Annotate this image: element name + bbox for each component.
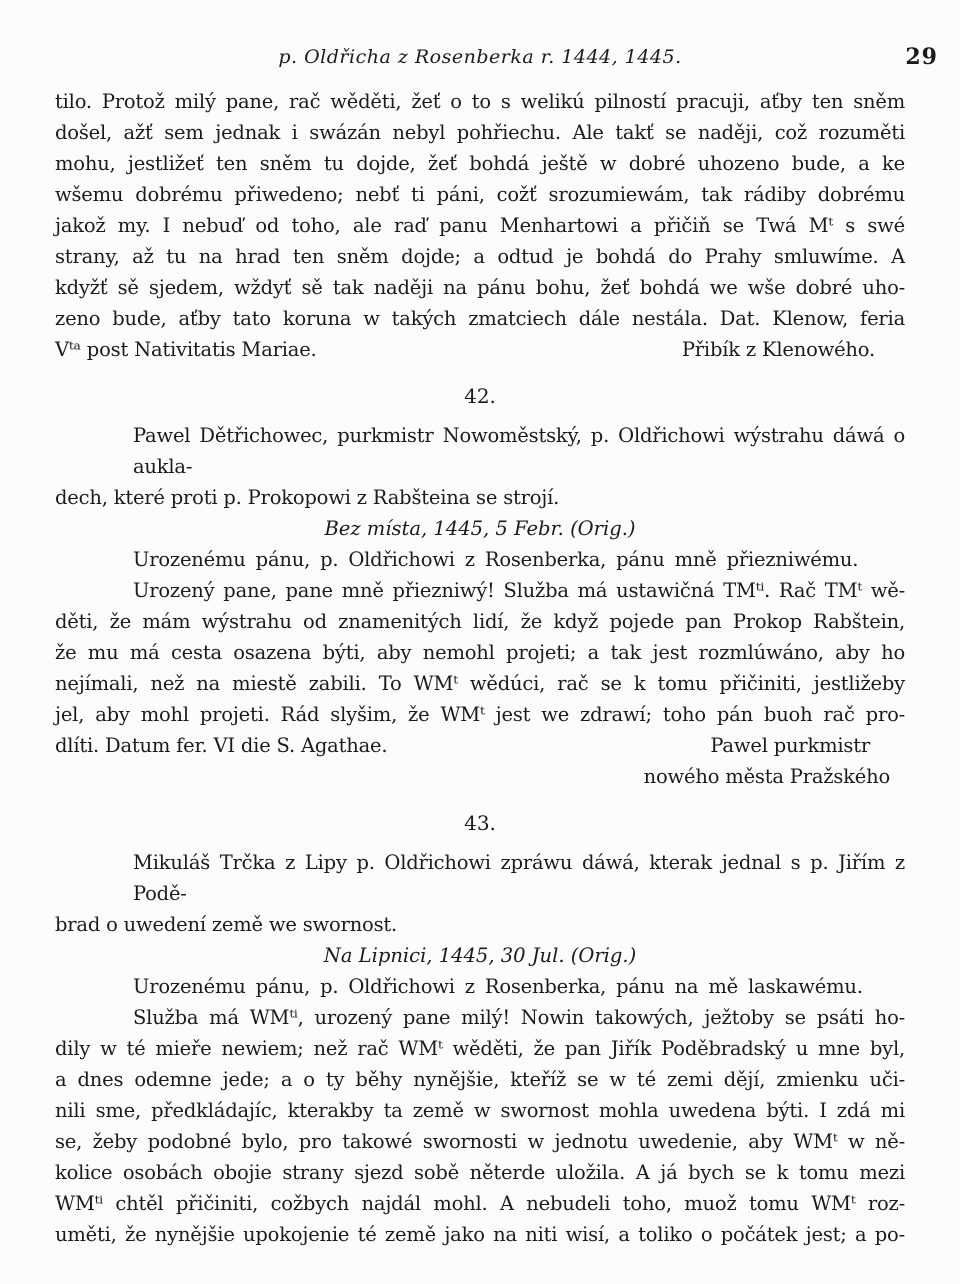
signature: nowého města Pražského [643,765,890,788]
closing-line [55,334,905,365]
text-line: zeno bude, aťby tato koruna w takých zmatciech dále nestála. Dat. Klenow, feria [55,307,905,330]
document-number: 42. [464,384,496,408]
text-line: Urozený pane, pane mně přiezniwý! Služba má ustawičná TMᵗⁱ. Rač TMᵗ wě- [133,579,905,602]
text-line: WMᵗⁱ chtěl přičiniti, cožbych najdál mohl. A nebudeli toho, muož tomu WMᵗ roz- [55,1192,905,1215]
text-line: wšemu dobrému přiwedeno; nebť ti páni, cožť srozumiewám, tak rádiby dobrému [55,183,905,206]
text-line: kdyžť sě sjedem, wždyť sě tak naději na pánu bohu, žeť bohdá we wše dobré uho- [55,276,905,299]
page-header [0,44,960,76]
dateline: Bez místa, 1445, 5 Febr. (Orig.) [324,517,636,540]
text-line: dily w té mieře newiem; než rač WMᵗ wěděti, že pan Jiřík Poděbradský u mne byl, [55,1037,905,1060]
dateline: Na Lipnici, 1445, 30 Jul. (Orig.) [323,944,637,967]
closing-date: Vᵗᵃ post Nativitatis Mariae. [55,338,317,361]
text-line: mohu, jestližeť ten sněm tu dojde, žeť bohdá ještě w dobré uhozeno bude, a ke [55,152,905,175]
address-line: Urozenému pánu, p. Oldřichowi z Rosenberka, pánu na mě laskawému. [133,975,863,998]
page-number: 29 [905,44,938,70]
text-line: kolice osobách obojie strany sjezd sobě něterde uložila. A já bych se k tomu mezi [55,1161,905,1184]
text-line: že mu má cesta osazena býti, aby nemohl projeti; a tak jest rozmlúwáno, aby ho [55,641,905,664]
signature: Pawel purkmistr [710,734,870,757]
address-line: Urozenému pánu, p. Oldřichowi z Rosenberka, pánu mně přiezniwému. [133,548,859,571]
summary-line: dech, které proti p. Prokopowi z Rabšteina se strojí. [55,486,560,509]
text-line: strany, až tu na hrad ten sněm dojde; a odtud je bohdá do Prahy smluwíme. A [55,245,905,268]
closing-date: dlíti. Datum fer. VI die S. Agathae. [55,734,388,757]
text-line: jel, aby mohl projeti. Rád slyšim, že WMᵗ jest we zdrawí; toho pán buoh rač pro- [55,703,905,726]
text-line: a dnes odemne jede; a o ty běhy nynějšie, kteříž se w té zemi dějí, zmienku uči- [55,1068,905,1091]
text-line: jakož my. I nebuď od toho, ale raď panu Menhartowi a přičiň se Twá Mᵗ s swé [55,214,905,237]
running-header: p. Oldřicha z Rosenberka r. 1444, 1445. [278,46,682,68]
letter-41-continuation [55,86,905,365]
text-block [55,86,905,1250]
summary-line: Mikuláš Trčka z Lipy p. Oldřichowi zpráwu dáwá, kterak jednal s p. Jiřím z Podě- [133,851,905,905]
signature: Přibík z Klenowého. [681,338,875,361]
summary-line: brad o uwedení země we swornost. [55,913,398,936]
text-line: Služba má WMᵗⁱ, urozený pane milý! Nowin takowých, ježtoby se psáti ho- [133,1006,905,1029]
text-line: nejímali, než na miestě zabili. To WMᵗ wědúci, rač se k tomu přičiniti, jestližeby [55,672,905,695]
text-line: uměti, že nynějšie upokojenie té země jako na niti wisí, a toliko o počátek jest; a po- [55,1223,905,1246]
closing-line [55,730,905,761]
document-number: 43. [464,811,496,835]
text-line: děti, že mám wýstrahu od znamenitých lidí, že když pojede pan Prokop Rabštein, [55,610,905,633]
letter-43 [55,808,905,1250]
text-line: tilo. Protož milý pane, rač wěděti, žeť o to s welikú pilností pracuji, aťby ten sněm [55,90,905,113]
text-line: nili sme, předkládajíc, kterakby ta země w swornost mohla uwedena býti. I zdá mi [55,1099,905,1122]
text-line: se, žeby podobné bylo, pro takowé swornosti w jednotu uwedenie, aby WMᵗ w ně- [55,1130,905,1153]
letter-42 [55,381,905,792]
text-line: došel, ažť sem jednak i swázán nebyl pohřiechu. Ale takť se naději, což rozuměti [55,121,905,144]
summary-line: Pawel Dětřichowec, purkmistr Nowoměstský, p. Oldřichowi wýstrahu dáwá o aukla- [133,424,905,478]
